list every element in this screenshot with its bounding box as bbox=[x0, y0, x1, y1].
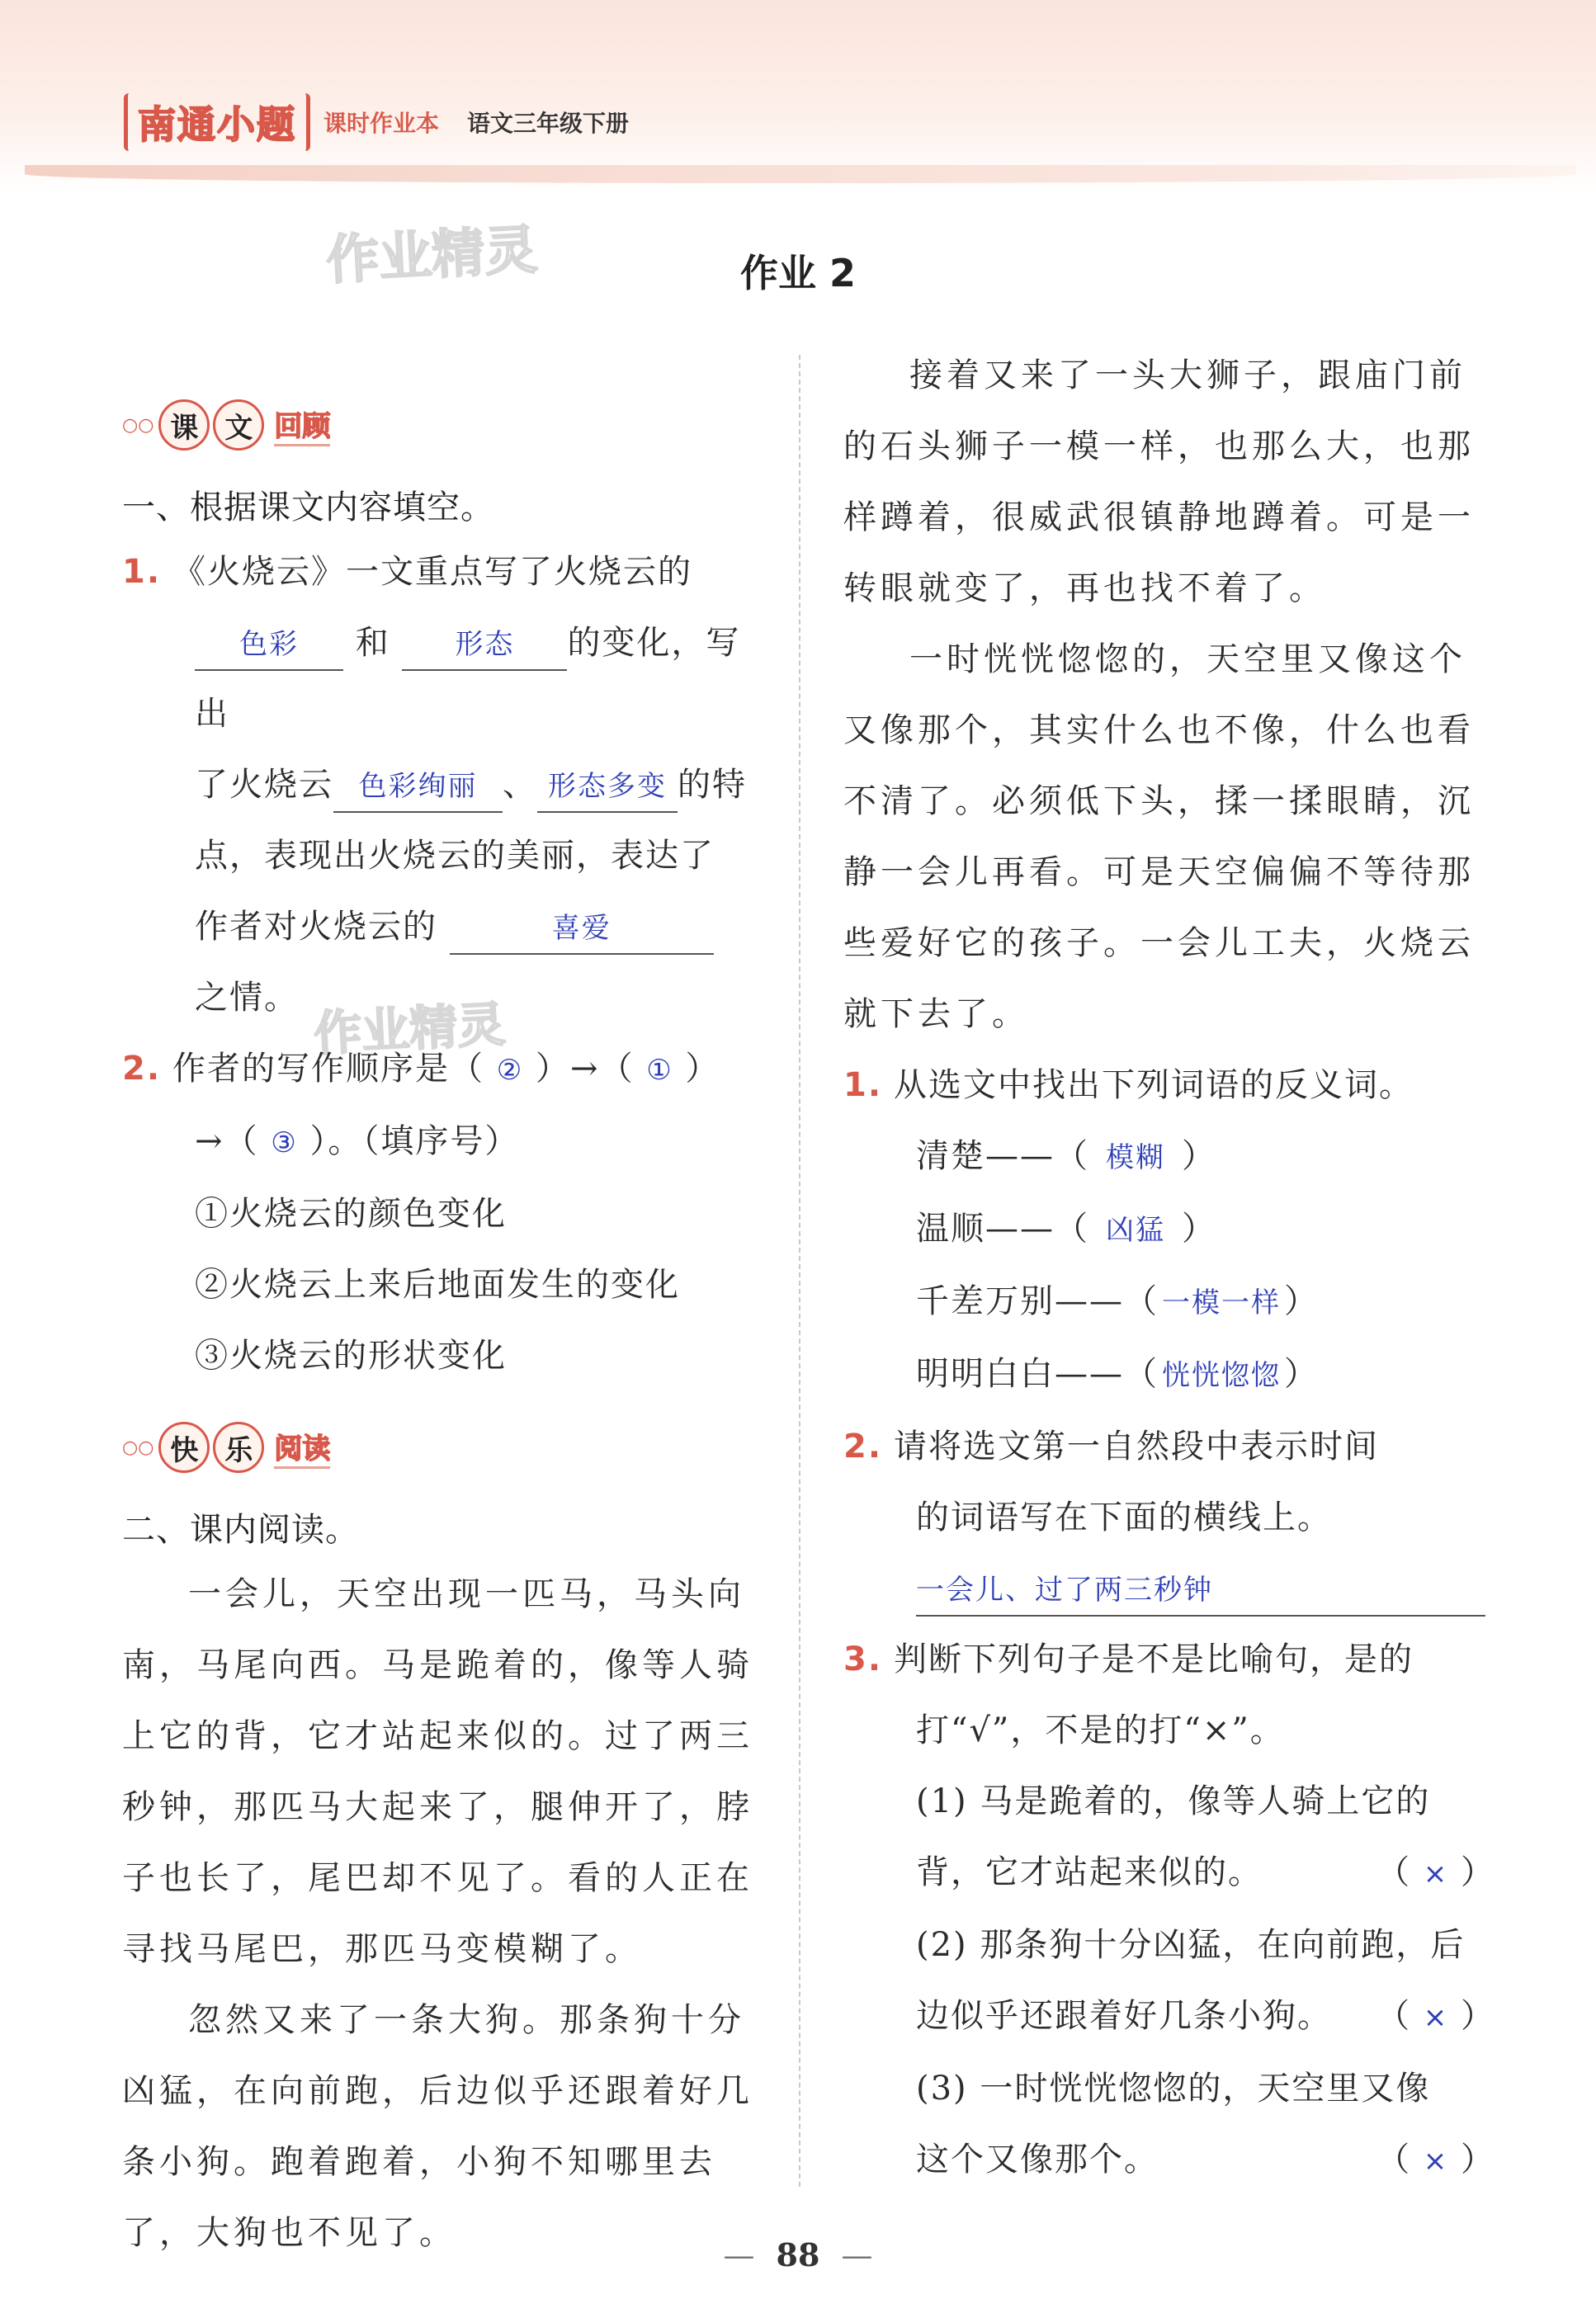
judge-item bbox=[843, 1980, 1495, 2053]
question-2 bbox=[122, 1033, 766, 1178]
question-number: 1. bbox=[843, 1066, 883, 1104]
reading-question-2 bbox=[843, 1411, 1495, 1624]
antonym-answer: 恍恍惚惚 bbox=[1162, 1359, 1281, 1392]
header-brand bbox=[124, 92, 629, 152]
reading-paragraph-4: 一时恍恍惚惚的，天空里又像这个又像那个，其实什么也不像，什么也看不清了。必须低下头，揉一揉眼睛，沉静一会儿再看。可是天空偏偏不等待那些爱好它的孩子。一会儿工夫，火烧云就下去了。 bbox=[843, 640, 1475, 1033]
antonym-pair bbox=[843, 1266, 1495, 1338]
reading-paragraph-1: 一会儿，天空出现一匹马，马头向南，马尾向西。马是跪着的，像等人骑上它的背，它才站起来似的。过了两三秒钟，那匹马大起来了，腿伸开了，脖子也长了，尾巴却不见了。看的人正在寻找马尾巴，那匹马变模糊了。 bbox=[122, 1575, 753, 1968]
option-item: ③火烧云的形状变化 bbox=[195, 1337, 507, 1375]
badge-char: 乐 bbox=[213, 1422, 264, 1473]
watermark-2: 作业精灵 bbox=[312, 995, 507, 1063]
question-text: 打“√”，不是的打“×”。 bbox=[916, 1711, 1285, 1749]
badge-char: 快 bbox=[158, 1422, 210, 1473]
judge-item-text: 这个又像那个。 bbox=[916, 2141, 1159, 2178]
badge-dots-icon: ○○ bbox=[122, 414, 154, 436]
answer-blank: 色彩 bbox=[195, 620, 343, 671]
badge-tag: 阅读 bbox=[274, 1426, 330, 1469]
bracket-close: ） bbox=[1182, 1210, 1216, 1248]
badge-tag: 回顾 bbox=[274, 404, 330, 446]
part1-heading: 一、根据课文内容填空。 bbox=[122, 489, 494, 526]
question-text: ）。（填序号） bbox=[309, 1122, 520, 1160]
part2-heading: 二、课内阅读。 bbox=[122, 1511, 359, 1549]
judge-item bbox=[843, 2124, 1495, 2197]
reading-question-1 bbox=[843, 1050, 1495, 1121]
option-item: ①火烧云的颜色变化 bbox=[195, 1195, 507, 1233]
reading-paragraph-3: 接着又来了一头大狮子，跟庙门前的石头狮子一模一样，也那么大，也那样蹲着，很威武很镇静地蹲着。可是一转眼就变了，再也找不着了。 bbox=[843, 356, 1475, 607]
section-badge-reading bbox=[122, 1414, 766, 1480]
question-text: 作者的写作顺序是（ bbox=[172, 1050, 485, 1088]
left-column bbox=[122, 347, 766, 2268]
question-text: 请将选文第一自然段中表示时间 bbox=[894, 1428, 1380, 1466]
judge-answer-box: （ × ） bbox=[1376, 1997, 1495, 2035]
answer-mark: ③ bbox=[271, 1126, 298, 1159]
antonym-word: 千差万别——（ bbox=[916, 1282, 1159, 1320]
book-title: 语文三年级下册 bbox=[467, 110, 630, 137]
question-text: ）→（ bbox=[535, 1050, 635, 1088]
question-text: →（ bbox=[195, 1122, 259, 1160]
judge-item bbox=[843, 1837, 1495, 1909]
brand-logo: 南通小题 bbox=[124, 93, 310, 151]
question-text: 之情。 bbox=[195, 979, 299, 1017]
page-number: — 88 — bbox=[723, 2236, 873, 2273]
option-item: ②火烧云上来后地面发生的变化 bbox=[195, 1266, 680, 1304]
judge-answer: × bbox=[1423, 1857, 1449, 1891]
question-text: 和 bbox=[355, 624, 390, 662]
antonym-word: 清楚——（ bbox=[916, 1137, 1089, 1175]
question-text: ） bbox=[685, 1050, 720, 1088]
question-text: 的特 bbox=[678, 766, 747, 804]
badge-char: 课 bbox=[158, 399, 210, 451]
antonym-pair bbox=[843, 1193, 1495, 1266]
answer-blank: 色彩绚丽 bbox=[333, 762, 503, 813]
header-brush bbox=[25, 165, 1576, 183]
page-title: 作业 2 bbox=[739, 251, 857, 295]
question-number: 2. bbox=[122, 1050, 162, 1088]
answer-mark: ② bbox=[496, 1054, 524, 1087]
judge-item-text: (2) 那条狗十分凶猛，在向前跑，后 bbox=[916, 1926, 1466, 1964]
judge-answer-box: （ × ） bbox=[1376, 1853, 1495, 1891]
question-text: 、 bbox=[503, 766, 537, 804]
judge-item-text: 边似乎还跟着好几条小狗。 bbox=[916, 1997, 1332, 2035]
answer-blank: 形态多变 bbox=[537, 762, 678, 813]
judge-answer: × bbox=[1423, 2145, 1449, 2178]
question-1 bbox=[122, 536, 766, 1033]
judge-item-text: 背，它才站起来似的。 bbox=[916, 1853, 1263, 1891]
reading-paragraph-2: 忽然又来了一条大狗。那条狗十分凶猛，在向前跑，后边似乎还跟着好几条小狗。跑着跑着，小狗不知哪里去了，大狗也不见了。 bbox=[122, 2001, 753, 2252]
antonym-answer: 模糊 bbox=[1106, 1141, 1165, 1174]
judge-answer: × bbox=[1423, 2001, 1449, 2034]
section-badge-review bbox=[122, 392, 766, 458]
judge-item-text: (3) 一时恍恍惚惚的，天空里又像 bbox=[916, 2070, 1431, 2108]
question-text: 的词语写在下面的横线上。 bbox=[916, 1499, 1332, 1536]
answer-blank: 形态 bbox=[402, 620, 567, 671]
question-number: 2. bbox=[843, 1428, 883, 1466]
brand-subtitle: 课时作业本 bbox=[323, 110, 440, 137]
antonym-answer: 凶猛 bbox=[1106, 1214, 1165, 1247]
reading-question-3 bbox=[843, 1624, 1495, 2197]
badge-dots-icon: ○○ bbox=[122, 1437, 154, 1458]
question-text: 点，表现出火烧云的美丽，表达了 bbox=[195, 837, 715, 875]
right-column bbox=[843, 340, 1495, 2197]
antonym-pair bbox=[843, 1338, 1495, 1411]
answer-line: 一会儿、过了两三秒钟 bbox=[916, 1565, 1485, 1617]
question-number: 1. bbox=[122, 553, 162, 591]
question-text: 《火烧云》一文重点写了火烧云的 bbox=[172, 553, 693, 591]
bracket-close: ） bbox=[1182, 1137, 1216, 1175]
antonym-pair bbox=[843, 1121, 1495, 1193]
column-divider bbox=[799, 355, 800, 2187]
question-text: 作者对火烧云的 bbox=[195, 908, 437, 946]
answer-mark: ① bbox=[646, 1054, 673, 1087]
judge-answer-box: （ × ） bbox=[1376, 2141, 1495, 2178]
watermark: 作业精灵 bbox=[324, 219, 540, 292]
judge-item-text: (1) 马是跪着的，像等人骑上它的 bbox=[916, 1782, 1431, 1820]
badge-char: 文 bbox=[213, 399, 264, 451]
page-number-value: 88 bbox=[776, 2236, 820, 2273]
question-text: 了火烧云 bbox=[195, 766, 333, 804]
bracket-close: ） bbox=[1284, 1355, 1319, 1393]
antonym-word: 温顺——（ bbox=[916, 1210, 1089, 1248]
antonym-word: 明明白白——（ bbox=[916, 1355, 1159, 1393]
question-text: 的变化，写出 bbox=[195, 624, 741, 733]
answer-blank: 喜爱 bbox=[450, 904, 714, 955]
question-number: 3. bbox=[843, 1640, 883, 1678]
question-text: 从选文中找出下列词语的反义词。 bbox=[894, 1066, 1414, 1104]
antonym-answer: 一模一样 bbox=[1162, 1286, 1281, 1319]
bracket-close: ） bbox=[1284, 1282, 1319, 1320]
question-text: 判断下列句子是不是比喻句，是的 bbox=[894, 1640, 1414, 1678]
